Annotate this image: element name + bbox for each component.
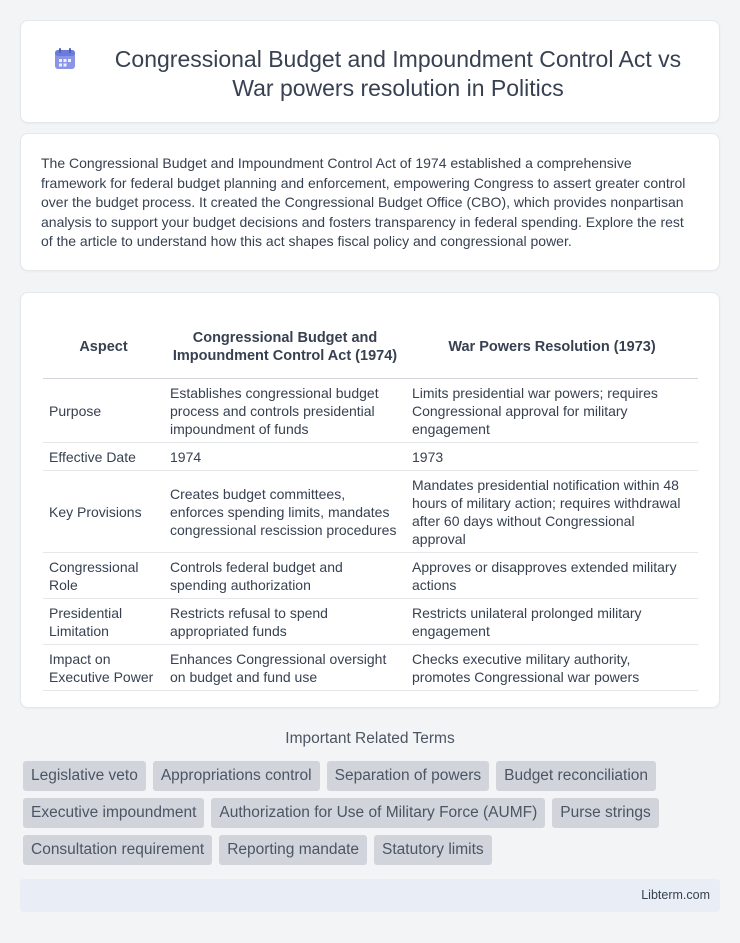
related-term-tag[interactable]: Executive impoundment — [23, 798, 204, 828]
related-term-tag[interactable]: Appropriations control — [153, 761, 320, 791]
header-budget-act: Congressional Budget and Impoundment Control Act (1974) — [164, 315, 406, 378]
related-term-tag[interactable]: Separation of powers — [327, 761, 489, 791]
related-term-tag[interactable]: Consultation requirement — [23, 835, 212, 865]
related-term-tag[interactable]: Legislative veto — [23, 761, 146, 791]
comparison-table — [43, 315, 698, 691]
row-war-powers: Approves or disapproves extended military actions — [406, 552, 698, 598]
row-war-powers: Mandates presidential notification within 48 hours of military action; requires withdrawal after 60 days without Congressional approval — [406, 470, 698, 552]
intro-card — [20, 133, 720, 271]
table-row — [43, 378, 698, 442]
related-terms-list — [23, 761, 713, 865]
header-aspect: Aspect — [43, 315, 164, 378]
row-aspect: Congressional Role — [43, 552, 164, 598]
table-row — [43, 552, 698, 598]
table-row — [43, 470, 698, 552]
footer — [20, 879, 720, 912]
row-aspect: Purpose — [43, 378, 164, 442]
row-war-powers: Limits presidential war powers; requires Congressional approval for military engagement — [406, 378, 698, 442]
page-title-line2: War powers resolution in Politics — [232, 75, 564, 101]
row-budget-act: Controls federal budget and spending authorization — [164, 552, 406, 598]
row-budget-act: Creates budget committees, enforces spending limits, mandates congressional rescission procedures — [164, 470, 406, 552]
comparison-card — [20, 292, 720, 708]
intro-paragraph: The Congressional Budget and Impoundment Control Act of 1974 established a comprehensive framework for federal budget planning and enforcement, empowering Congress to assert greater control over the budget process. It created the Congressional Budget Office (CBO), which provides nonpartisan analysis to support your budget decisions and fosters transparency in federal spending. Explore the rest of the article to understand how this act shapes fiscal policy and congressional power. — [41, 155, 686, 250]
header-war-powers: War Powers Resolution (1973) — [406, 315, 698, 378]
table-header-row — [43, 315, 698, 378]
row-budget-act: Establishes congressional budget process and controls presidential impoundment of funds — [164, 378, 406, 442]
related-terms-title: Important Related Terms — [285, 730, 455, 747]
row-aspect: Key Provisions — [43, 470, 164, 552]
page-title — [51, 45, 699, 103]
row-war-powers: 1973 — [406, 442, 698, 470]
row-war-powers: Checks executive military authority, promotes Congressional war powers — [406, 644, 698, 690]
related-term-tag[interactable]: Budget reconciliation — [496, 761, 656, 791]
related-term-tag[interactable]: Statutory limits — [374, 835, 492, 865]
row-budget-act: Restricts refusal to spend appropriated funds — [164, 598, 406, 644]
row-budget-act: Enhances Congressional oversight on budget and fund use — [164, 644, 406, 690]
footer-site-link[interactable]: Libterm.com — [641, 888, 710, 902]
row-aspect: Effective Date — [43, 442, 164, 470]
row-aspect: Impact on Executive Power — [43, 644, 164, 690]
related-term-tag[interactable]: Authorization for Use of Military Force (AUMF) — [211, 798, 545, 828]
related-term-tag[interactable]: Purse strings — [552, 798, 658, 828]
row-aspect: Presidential Limitation — [43, 598, 164, 644]
title-card — [20, 20, 720, 123]
table-row — [43, 644, 698, 690]
table-row — [43, 598, 698, 644]
row-budget-act: 1974 — [164, 442, 406, 470]
row-war-powers: Restricts unilateral prolonged military engagement — [406, 598, 698, 644]
page-title-line1: Congressional Budget and Impoundment Control Act vs — [114, 46, 682, 72]
table-row — [43, 442, 698, 470]
related-term-tag[interactable]: Reporting mandate — [219, 835, 367, 865]
